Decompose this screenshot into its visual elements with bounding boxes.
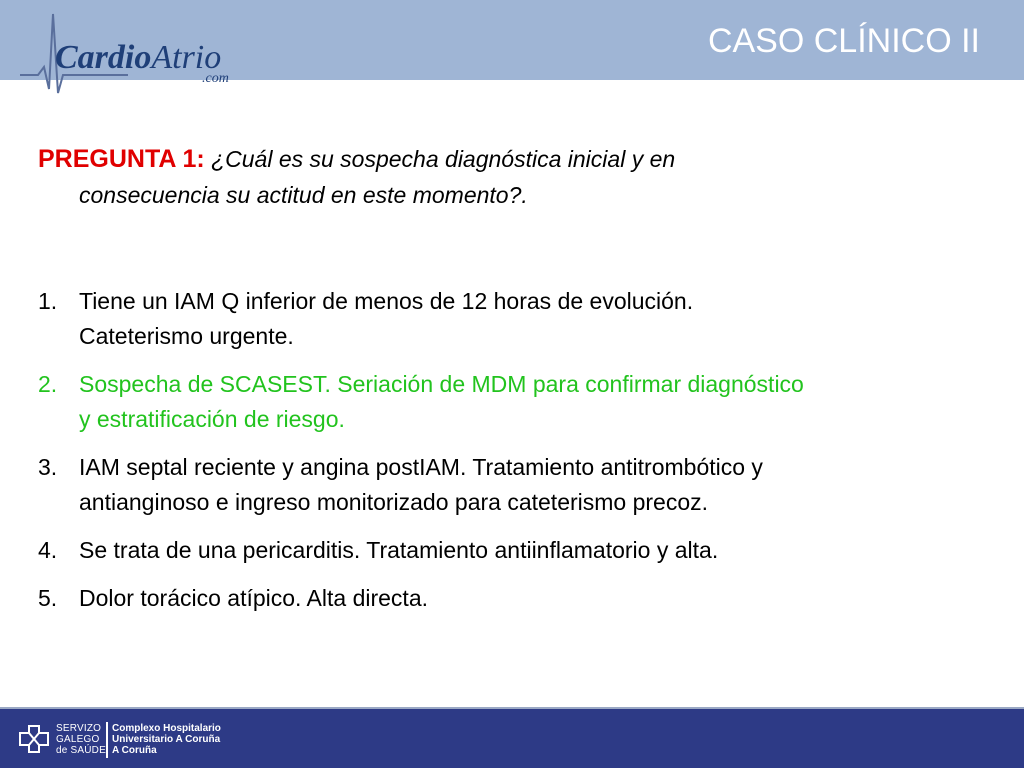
option-number: 4. xyxy=(38,537,58,563)
option-number: 1. xyxy=(38,288,58,314)
option-text-line1: Sospecha de SCASEST. Seriación de MDM para confirmar diagnóstico xyxy=(79,371,804,397)
logo-word-cardio: Cardio xyxy=(55,39,152,76)
answer-options-list xyxy=(38,284,998,629)
hospital-name xyxy=(112,723,221,756)
hospital-line1: Complexo Hospitalario xyxy=(112,723,221,734)
sergas-line1: SERVIZO xyxy=(56,723,102,734)
sergas-line3: de SAÚDE xyxy=(56,745,106,756)
footer-vertical-divider xyxy=(106,722,108,758)
option-text-line2: y estratificación de riesgo. xyxy=(79,406,345,432)
logo-word-atrio: Atrio xyxy=(151,39,222,76)
question-block xyxy=(38,141,998,213)
answer-option-3[interactable] xyxy=(38,450,998,520)
question-label: PREGUNTA 1: xyxy=(38,145,205,173)
cardioatrio-logo xyxy=(0,0,260,100)
answer-option-4[interactable] xyxy=(38,533,998,568)
slide-header xyxy=(0,0,1024,86)
option-number: 3. xyxy=(38,454,58,480)
logo-dotcom: .com xyxy=(202,71,229,86)
sergas-line2: GALEGO xyxy=(56,734,100,745)
hospital-line2: Universitario A Coruña xyxy=(112,734,221,745)
option-text-line1: IAM septal reciente y angina postIAM. Tratamiento antitrombótico y xyxy=(79,454,763,480)
slide-footer xyxy=(0,709,1024,768)
sergas-cross-icon xyxy=(18,724,50,754)
logo-wordmark xyxy=(55,38,221,78)
option-text-line1: Se trata de una pericarditis. Tratamiento antiinflamatorio y alta. xyxy=(79,537,719,563)
option-text-line2: Cateterismo urgente. xyxy=(79,323,294,349)
hospital-line3: A Coruña xyxy=(112,745,157,756)
answer-option-1[interactable] xyxy=(38,284,998,354)
option-number: 2. xyxy=(38,371,58,397)
option-text-line2: antianginoso e ingreso monitorizado para cateterismo precoz. xyxy=(79,489,709,515)
sergas-name xyxy=(56,723,106,756)
option-text-line1: Dolor torácico atípico. Alta directa. xyxy=(79,585,428,611)
answer-option-5[interactable] xyxy=(38,581,998,616)
option-number: 5. xyxy=(38,585,58,611)
option-text-line1: Tiene un IAM Q inferior de menos de 12 horas de evolución. xyxy=(79,288,694,314)
question-text-line2: consecuencia su actitud en este momento?. xyxy=(79,182,528,208)
answer-option-2[interactable] xyxy=(38,367,998,437)
question-text-line1: ¿Cuál es su sospecha diagnóstica inicial y en xyxy=(211,146,676,172)
slide-title: CASO CLÍNICO II xyxy=(707,22,980,60)
